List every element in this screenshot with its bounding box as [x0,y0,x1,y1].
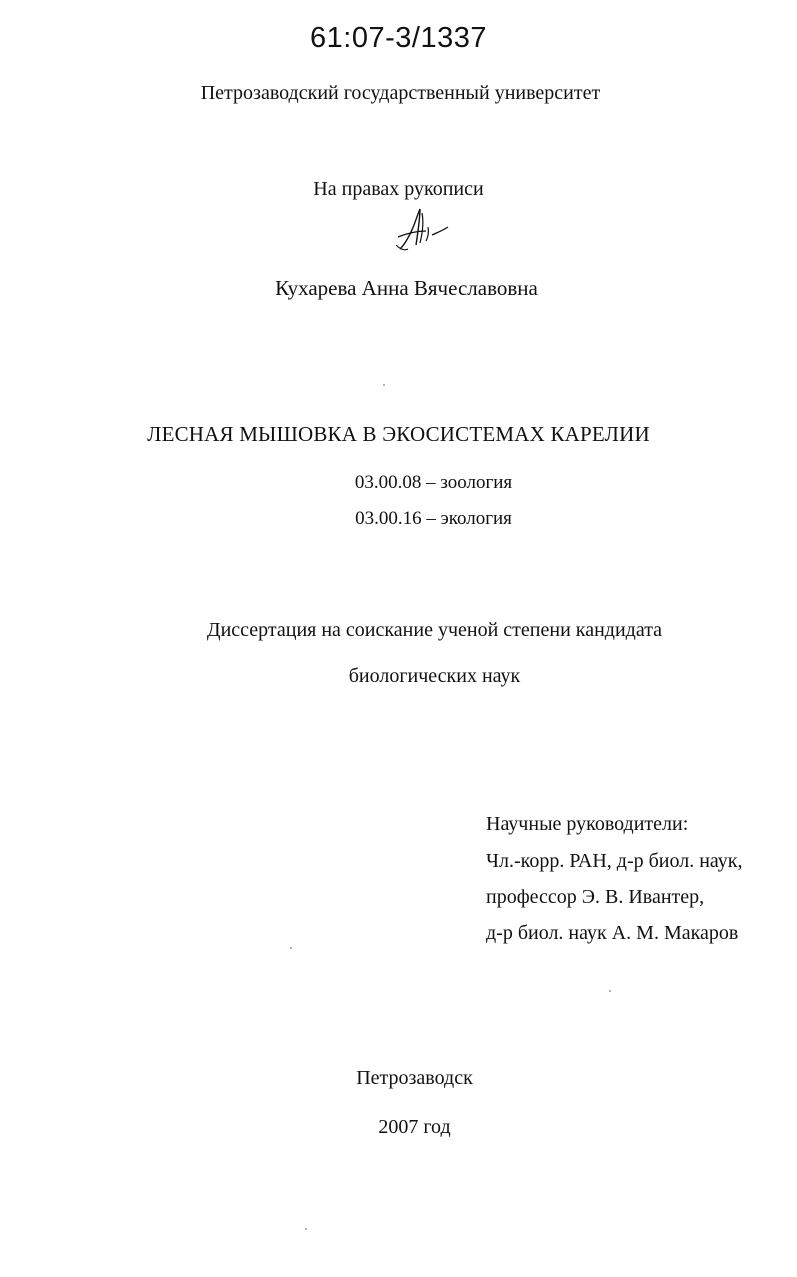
supervisor-line: д-р биол. наук А. М. Макаров [486,922,739,944]
degree-statement-line2: биологических наук [348,665,521,687]
signature-image [392,205,456,255]
degree-statement-line1: Диссертация на соискание ученой степени кандидата [206,619,663,641]
supervisors-heading: Научные руководители: [486,813,689,835]
scan-speck [305,1228,307,1230]
supervisor-line: профессор Э. В. Ивантер, [486,886,705,908]
specialty-zoology: 03.00.08 – зоология [354,472,513,493]
publication-year: 2007 год [378,1116,451,1138]
thesis-title: ЛЕСНАЯ МЫШОВКА В ЭКОСИСТЕМАХ КАРЕЛИИ [147,422,650,446]
author-name: Кухарева Анна Вячеславовна [275,276,538,300]
city-name: Петрозаводск [356,1067,473,1089]
catalog-code: 61:07-3/1337 [310,22,487,54]
supervisor-line: Чл.-корр. РАН, д-р биол. наук, [486,850,743,872]
scan-speck [290,947,292,949]
manuscript-rights-label: На правах рукописи [313,178,484,200]
specialty-ecology: 03.00.16 – экология [355,508,512,529]
scan-speck [609,990,611,992]
scan-speck [383,384,385,386]
university-name: Петрозаводский государственный университет [200,82,601,104]
